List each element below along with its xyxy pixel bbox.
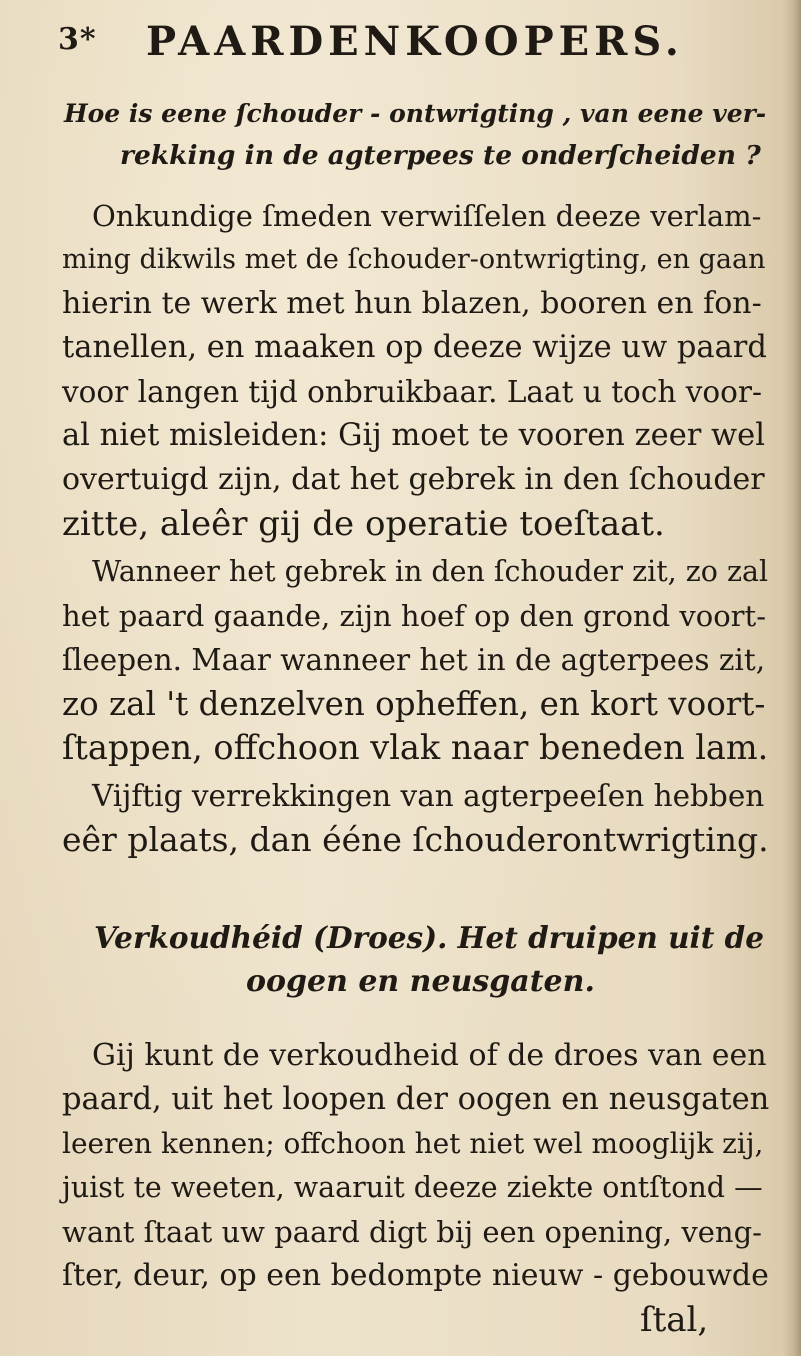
section-heading-line: Verkoudhéid (Droes). Het druipen uit de [94,920,765,955]
text-line: tanellen, en maaken op deeze wijze uw paard [62,330,767,365]
text-line: juist te weeten, waaruit deeze ziekte ontſtond — [62,1171,763,1204]
text-line: al niet misleiden: Gij moet te vooren zeer wel [62,418,765,453]
section-heading-line: oogen en neusgaten. [246,964,595,999]
text-line: hierin te werk met hun blazen, booren en fon- [62,286,762,321]
text-line: want ſtaat uw paard digt bij een opening, veng- [62,1215,762,1249]
text-line: het paard gaande, zijn hoef op den grond voort- [62,599,767,633]
text-line: Gij kunt de verkoudheid of de droes van een [92,1038,767,1073]
text-line: overtuigd zijn, dat het gebrek in den ſchouder [62,462,765,497]
text-line: eêr plaats, dan ééne ſchouderontwrigting. [62,820,769,859]
text-line: Onkundige ſmeden verwiſſelen deeze verlam- [92,199,762,233]
section-heading-line: rekking in de agterpees te onderſcheiden ? [120,140,761,171]
text-line: ſleepen. Maar wanneer het in de agterpees zit, [62,643,766,677]
page-number: 3* [58,22,97,57]
text-line: leeren kennen; offchoon het niet wel mooglijk zij, [62,1127,764,1160]
text-line: voor langen tijd onbruikbaar. Laat u toch voor- [62,375,762,409]
section-heading-line: Hoe is eene ſchouder - ontwrigting , van eene ver- [64,99,767,128]
text-line: zo zal 't denzelven opheffen, en kort voort- [62,685,766,723]
text-line: zitte, aleêr gij de operatie toeſtaat. [62,504,665,544]
page-edge [783,0,801,1356]
text-line: Vijftig verrekkingen van agterpeeſen hebben [92,779,765,813]
catchword: ſtal, [640,1300,709,1340]
page-header [58,18,758,68]
text-line: paard, uit het loopen der oogen en neusgaten [62,1082,770,1117]
text-line: ming dikwils met de ſchouder-ontwrigting, en gaan [62,244,766,275]
text-line: Wanneer het gebrek in den ſchouder zit, zo zal [92,555,769,588]
running-head: PAARDENKOOPERS. [146,18,684,65]
text-line: ſter, deur, op een bedompte nieuw - gebouwde [62,1258,769,1293]
text-line: ſtappen, offchoon vlak naar beneden lam. [62,728,769,767]
